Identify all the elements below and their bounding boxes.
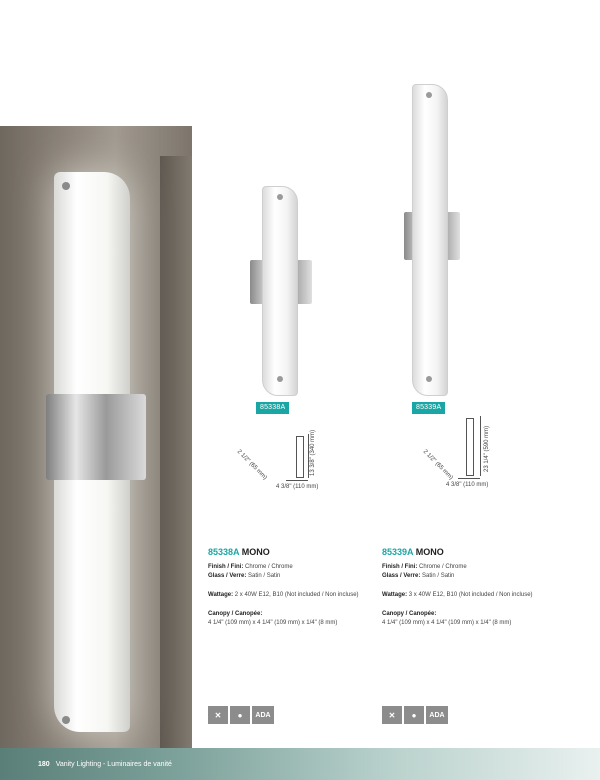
- glass-value: Satin / Satin: [248, 573, 281, 579]
- glass-label: Glass / Verre:: [382, 573, 421, 579]
- screw-icon: [426, 376, 432, 382]
- wattage-label: Wattage:: [208, 592, 234, 598]
- product-title: [382, 548, 582, 557]
- canopy-value: 4 1/4" (109 mm) x 4 1/4" (109 mm) x 1/4" (8 mm): [382, 620, 512, 626]
- height-line: [308, 434, 309, 478]
- dim-width-label: 4 3/8" (110 mm): [276, 484, 319, 490]
- product-code: 85338A: [208, 547, 240, 557]
- dim-height-label: 23 1/4" (590 mm): [484, 425, 490, 472]
- screw-icon: [62, 716, 70, 724]
- wattage-value: 2 x 40W E12, B10 (Not included / Non incluse): [234, 592, 359, 598]
- wattage-label: Wattage:: [382, 592, 408, 598]
- footer-text: [38, 761, 172, 768]
- screw-icon: [62, 182, 70, 190]
- spec-block-85338a: [208, 548, 380, 628]
- glass-label: Glass / Verre:: [208, 573, 247, 579]
- screw-icon: [277, 194, 283, 200]
- glass-row: [382, 572, 582, 581]
- screw-icon: [426, 92, 432, 98]
- glass-value: Satin / Satin: [422, 573, 455, 579]
- model-tag-85339a: 85339A: [412, 402, 445, 414]
- product-code: 85339A: [382, 547, 414, 557]
- ada-icon: ADA: [252, 706, 274, 724]
- fixture-bracket: [46, 394, 146, 480]
- width-line: [458, 478, 480, 479]
- dim-width-label: 4 3/8" (110 mm): [446, 482, 489, 488]
- dim-depth-label: 2 1/2" (65 mm): [421, 448, 454, 482]
- screw-icon: [277, 376, 283, 382]
- width-line: [286, 480, 308, 481]
- wattage-row: [382, 591, 582, 600]
- finish-label: Finish / Fini:: [208, 564, 244, 570]
- finish-row: [382, 563, 582, 572]
- bulb-icon: ●: [230, 706, 250, 724]
- canopy-label: Canopy / Canopée:: [208, 611, 263, 617]
- product-title: [208, 548, 380, 557]
- page-number: 180: [38, 761, 50, 768]
- fixture-glass: [262, 186, 298, 396]
- bulb-icon: ●: [404, 706, 424, 724]
- wattage-value: 3 x 40W E12, B10 (Not included / Non incluse): [408, 592, 533, 598]
- fixture-glass: [412, 84, 448, 396]
- wall-corner: [160, 156, 192, 748]
- dim-height-label: 13 3/8" (340 mm): [310, 429, 316, 476]
- wattage-row: [208, 591, 380, 600]
- product-photo: [0, 126, 192, 748]
- canopy-row: [208, 610, 380, 619]
- model-tag-85338a: 85338A: [256, 402, 289, 414]
- canopy-value: 4 1/4" (109 mm) x 4 1/4" (109 mm) x 1/4" (8 mm): [208, 620, 338, 626]
- fixture-85338a-image: [250, 186, 320, 396]
- dim-depth-label: 2 1/2" (65 mm): [235, 448, 268, 482]
- canopy-label: Canopy / Canopée:: [382, 611, 437, 617]
- no-dimmer-icon: ✕: [382, 706, 402, 724]
- glass-row: [208, 572, 380, 581]
- ada-icon: ADA: [426, 706, 448, 724]
- fixture-outline: [466, 418, 474, 476]
- height-line: [480, 416, 481, 476]
- fixture-85339a-image: [404, 84, 464, 396]
- product-name: MONO: [241, 547, 270, 557]
- no-dimmer-icon: ✕: [208, 706, 228, 724]
- feature-icons-85339a: [382, 706, 448, 724]
- spec-block-85339a: [382, 548, 582, 628]
- finish-value: Chrome / Chrome: [419, 564, 467, 570]
- finish-row: [208, 563, 380, 572]
- page-footer: [0, 748, 600, 780]
- section-title: Vanity Lighting - Luminaires de vanité: [55, 761, 172, 768]
- feature-icons-85338a: [208, 706, 274, 724]
- canopy-row: [382, 610, 582, 619]
- product-name: MONO: [415, 547, 444, 557]
- finish-label: Finish / Fini:: [382, 564, 418, 570]
- finish-value: Chrome / Chrome: [245, 564, 293, 570]
- fixture-outline: [296, 436, 304, 478]
